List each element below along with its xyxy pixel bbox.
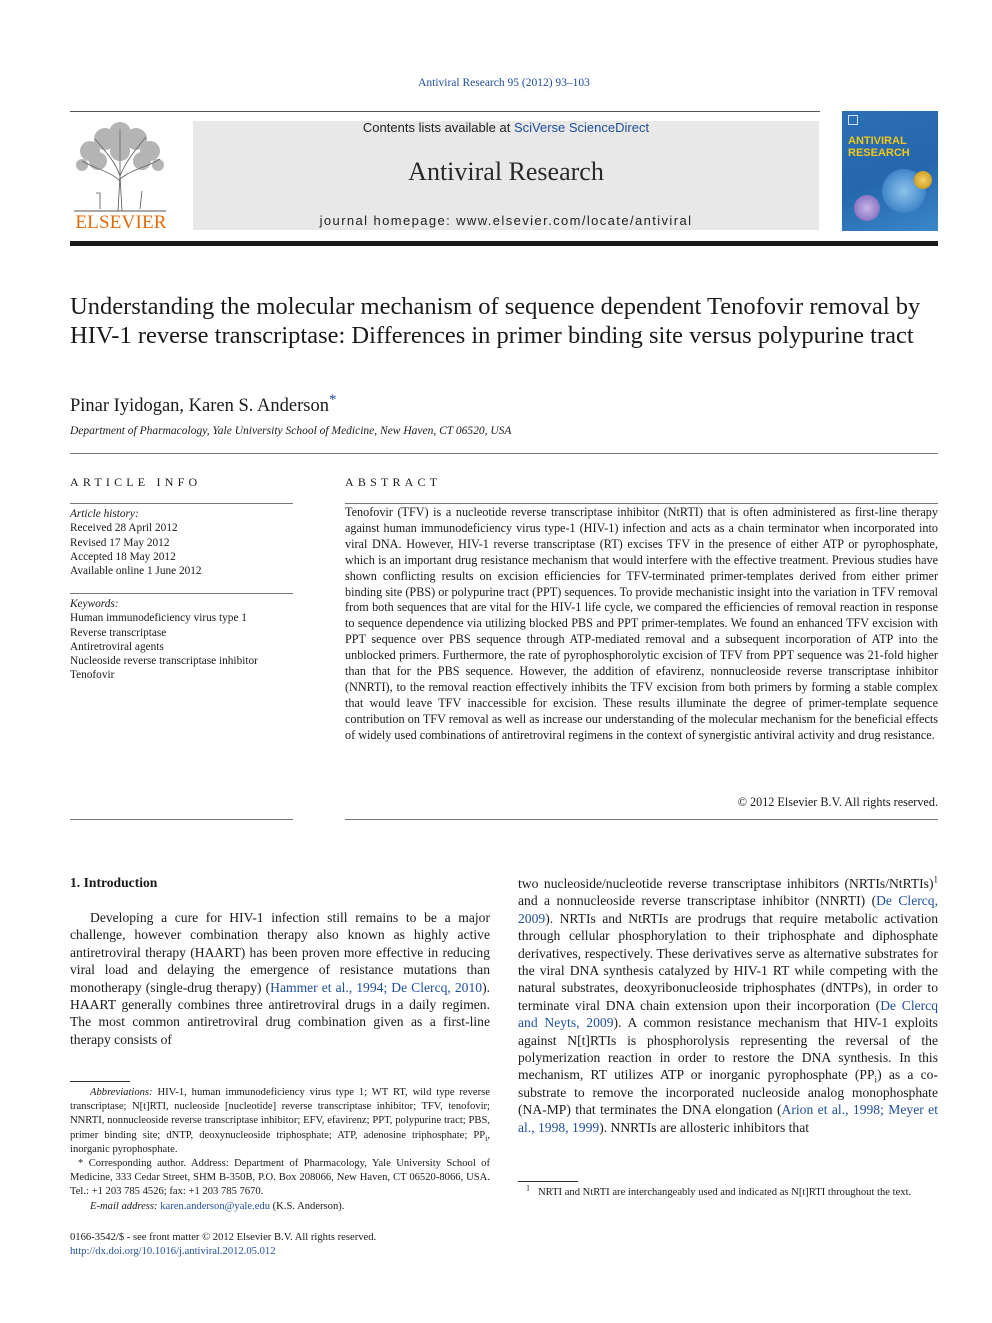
- cover-corner-mark: [848, 115, 858, 125]
- abstract-copyright: © 2012 Elsevier B.V. All rights reserved.: [737, 795, 938, 809]
- sciencedirect-link[interactable]: SciVerse ScienceDirect: [513, 120, 650, 135]
- email-suffix: (K.S. Anderson).: [270, 1201, 345, 1212]
- history-item: Accepted 18 May 2012: [70, 550, 176, 563]
- abstract-bottom-rule: [345, 819, 938, 820]
- doi-link[interactable]: http://dx.doi.org/10.1016/j.antiviral.2012.05.012: [70, 1246, 276, 1258]
- intro-text: two nucleoside/nucleotide reverse transcriptase inhibitors (NRTIs/NtRTIs): [518, 876, 934, 891]
- intro-text: and a nonnucleoside reverse transcriptase inhibitor (NNRTI) (: [518, 893, 877, 909]
- abbreviations-text: , inorganic pyrophosphate.: [70, 1129, 490, 1155]
- intro-text: Developing a cure for HIV-1 infection still remains to be a major challenge, however combination therapy also known as highly active antiretroviral therapy (HAART) has been proven more effective in reducing viral load and delaying the emergence of resistance mutations than monotherapy (single-drug therapy) (: [70, 910, 490, 995]
- article-info-rule: [70, 503, 293, 504]
- intro-paragraph-1: [70, 909, 490, 1048]
- footnote-rule: [70, 1081, 130, 1082]
- affiliation: Department of Pharmacology, Yale University School of Medicine, New Haven, CT 06520, USA: [70, 425, 512, 437]
- article-info-bottom-rule: [70, 819, 293, 820]
- contents-prefix: Contents lists available at: [362, 120, 514, 135]
- abstract-top-rule: [345, 503, 938, 504]
- abbreviations-footnote: [70, 1086, 490, 1157]
- subscript: i: [874, 1075, 878, 1086]
- footnote-1: [518, 1183, 938, 1200]
- section-heading-introduction: 1. Introduction: [70, 875, 158, 890]
- cover-title: [848, 135, 910, 159]
- history-item: Revised 17 May 2012: [70, 536, 170, 549]
- journal-citation[interactable]: Antiviral Research 95 (2012) 93–103: [418, 77, 590, 89]
- corresponding-author-footnote: [70, 1157, 490, 1200]
- intro-text: ). HAART generally combines three antiretroviral drugs in a daily regimen. The most common antiretroviral drug combination given as a first-line therapy consists of: [70, 979, 490, 1047]
- abbreviations-label: Abbreviations:: [90, 1087, 153, 1098]
- cover-virus-graphic: [854, 195, 880, 221]
- email-label: E-mail address:: [90, 1201, 158, 1212]
- email-footnote: [70, 1200, 490, 1214]
- journal-homepage: journal homepage: www.elsevier.com/locate/antiviral: [319, 213, 693, 228]
- contents-line: [193, 120, 819, 135]
- footnote-star: *: [78, 1158, 84, 1169]
- footnote-rule: [518, 1181, 578, 1182]
- header-bottom-rule: [70, 241, 938, 246]
- keywords: [70, 597, 293, 683]
- keyword: Human immunodeficiency virus type 1: [70, 612, 247, 625]
- abbreviations-text: HIV-1, human immunodeficiency virus type 1; WT RT, wild type reverse transcriptase; N[t]RTI, nucleoside [nucleotide] reverse transcriptase inhibitor; TFV, tenofovir; NNRTI, nonnucleoside reverse transcriptase inhibitor; EFV, efavirenz; PPT, polypurine tract; PBS, primer binding site; dNTP, deoxynucleoside triphosphate; ATP, adenosine triphosphate; PP: [70, 1087, 490, 1141]
- subscript: i: [485, 1133, 488, 1143]
- elsevier-wordmark: ELSEVIER: [75, 212, 167, 233]
- keywords-rule: [70, 593, 293, 594]
- reference-link[interactable]: Hammer et al., 1994; De Clercq, 2010: [270, 979, 483, 995]
- article-info-heading: ARTICLE INFO: [70, 475, 202, 489]
- corresponding-author-mark[interactable]: *: [328, 392, 337, 408]
- footnote-marker[interactable]: 1: [933, 874, 938, 885]
- front-matter: [70, 1231, 376, 1259]
- keywords-label: Keywords:: [70, 598, 119, 610]
- abstract-heading: ABSTRACT: [345, 475, 442, 489]
- reference-link[interactable]: Arion et al., 1998; Meyer et al., 1998, 1999: [518, 1102, 938, 1135]
- keyword: Tenofovir: [70, 669, 115, 682]
- history-item: Available online 1 June 2012: [70, 565, 202, 578]
- keyword: Reverse transcriptase: [70, 626, 167, 639]
- article-title: Understanding the molecular mechanism of sequence dependent Tenofovir removal by HIV-1 reverse transcriptase: Differences in primer binding site versus polypurine tract: [70, 293, 921, 349]
- journal-name: Antiviral Research: [408, 157, 604, 186]
- cover-virus-graphic: [914, 171, 932, 189]
- keyword: Nucleoside reverse transcriptase inhibitor: [70, 655, 258, 668]
- reference-link[interactable]: De Clercq and Neyts, 2009: [518, 997, 939, 1031]
- journal-cover-image: [842, 111, 938, 231]
- article-history: [70, 507, 293, 578]
- author-names: Pinar Iyidogan, Karen S. Anderson: [70, 396, 329, 417]
- corresponding-author-text: Corresponding author. Address: Department of Pharmacology, Yale University School of Medicine, 333 Cedar Street, SHM B-350B, P.O. Box 208066, New Haven, CT 06520-8066, USA. Tel.: +1 203 785 4526; fax: +1 203 785 7670.: [70, 1158, 490, 1198]
- intro-text: ). NRTIs and NtRTIs are prodrugs that require metabolic activation through cellular phosphorylation to their triphosphate and diphosphate derivatives, respectively. These derivatives serve as alternative substrates for the viral DNA synthesis catalyzed by HIV-1 RT while competing with the natural substrates, deoxyribonucleoside triphosphates (dNTPs), in order to terminate viral DNA chain extension upon their incorporation (: [518, 910, 938, 1013]
- title-divider: [70, 453, 938, 454]
- footnote-1-text: NRTI and NtRTI are interchangeably used and indicated as N[t]RTI throughout the text.: [538, 1187, 912, 1198]
- intro-text: ). A common resistance mechanism that HIV-1 exploits against N[t]RTIs is phosphorolysis representing the reversal of the polymerization reaction in order to restore the DNA synthesis. In this mechanism, RT utilizes ATP or inorganic pyrophosphate (PP: [518, 1015, 938, 1083]
- cover-title-line1: ANTIVIRAL: [848, 135, 907, 147]
- issn-line: 0166-3542/$ - see front matter © 2012 Elsevier B.V. All rights reserved.: [70, 1232, 377, 1243]
- footnote-number: 1: [526, 1183, 530, 1193]
- reference-link[interactable]: De Clercq, 2009: [518, 893, 938, 926]
- cover-title-line2: RESEARCH: [848, 147, 910, 159]
- intro-paragraph-2: [518, 875, 938, 1136]
- authors: [70, 392, 336, 417]
- email-link[interactable]: karen.anderson@yale.edu: [160, 1201, 270, 1212]
- history-label: Article history:: [70, 508, 139, 520]
- abstract-text: Tenofovir (TFV) is a nucleotide reverse transcriptase inhibitor (NtRTI) that is often administered as first-line therapy against human immunodeficiency virus type-1 (HIV-1) infection and acts as a chain terminator when incorporated into viral DNA. However, HIV-1 reverse transcriptase (RT) excises TFV in the presence of either ATP or pyrophosphate, which is an important drug resistance mechanism that would interfere with the effective treatment. Previous studies have shown conflicting results on excision efficiencies for TFV-terminated primer-templates derived from either primer binding site (PBS) or polypurine tract (PPT) sequences. To provide mechanistic insight into the variation in TFV removal from both sequences that are vital for the HIV-1 life cycle, we compared the efficiencies of removal reaction in response to sequence dependence via utilizing blocked PBS and PPT primer-templates. We found an enhanced TFV excision with PPT sequence over PBS sequence through ATP-mediated removal and a subsequent incorporation of ATP into the unblocked primers. Furthermore, the rate of pyrophosphorolytic excision of TFV from PPT sequence was 21-fold higher than that for the PBS sequence. However, the addition of efavirenz, nonnucleoside reverse transcriptase inhibitor (NNRTI), to the removal reaction effectively inhibits the TFV excision from both primers by forming a stable complex that would leave TFV inaccessible for excision. These results illuminate the degree of primer-template sequence contribution on TFV removal as well as increase our understanding of the molecular mechanism for the beneficial effects of widely used combinations of antiretroviral regimens in the context of synergistic antiviral activity and drug resistance.: [345, 505, 938, 742]
- header-top-rule: [70, 111, 820, 112]
- intro-text: ) as a co-substrate to remove the incorporated nucleoside analog monophosphate (NA-MP) that terminates the DNA elongation (: [518, 1067, 939, 1118]
- intro-text: ). NNRTIs are allosteric inhibitors that: [599, 1119, 810, 1135]
- keyword: Antiretroviral agents: [70, 640, 164, 653]
- history-item: Received 28 April 2012: [70, 522, 178, 535]
